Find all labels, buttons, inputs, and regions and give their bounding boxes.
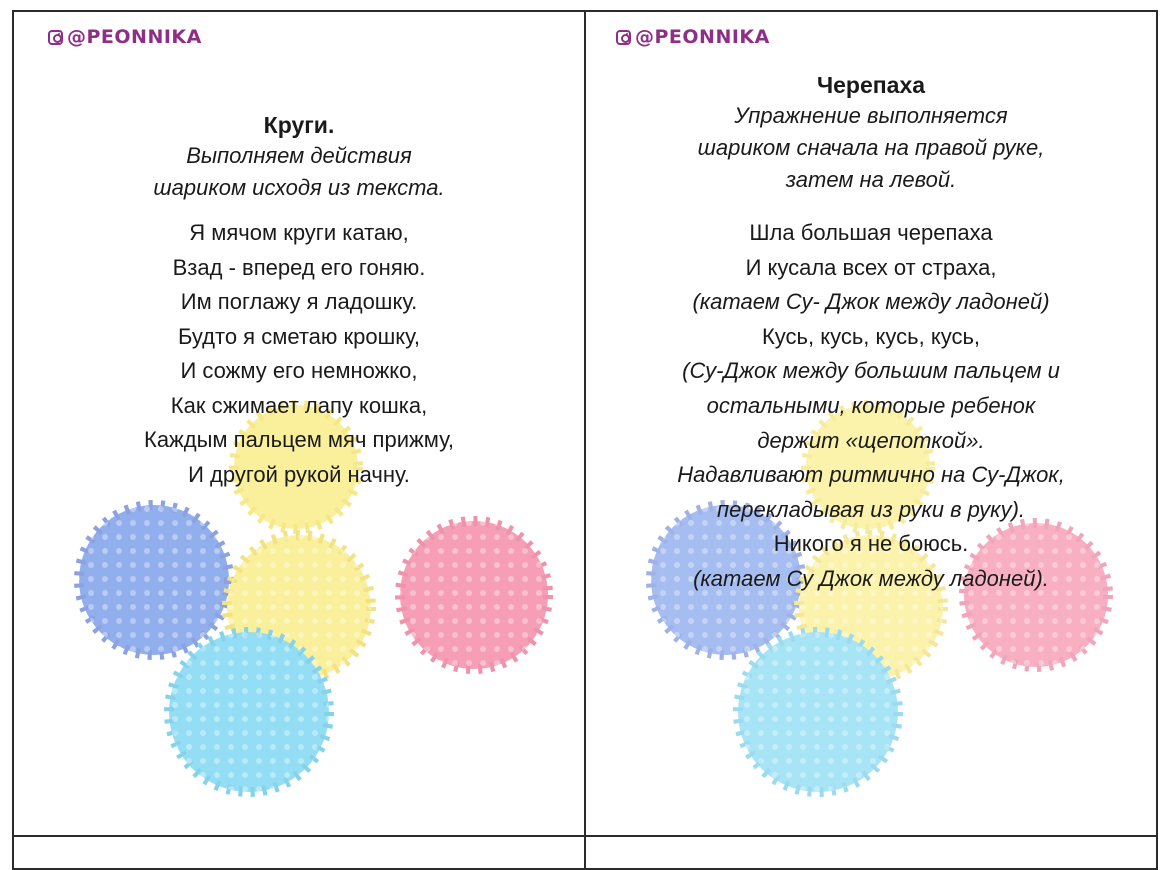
circles-verse-line: И другой рукой начну. (188, 461, 410, 487)
brand-handle-text: @PEONNIKA (635, 26, 770, 48)
turtle-verse-line: Кусь, кусь, кусь, кусь, (761, 323, 981, 349)
bottom-divider (12, 835, 1158, 837)
circles-verse-line: Как сжимает лапу кошка, (170, 392, 428, 418)
brand-handle-text: @PEONNIKA (67, 26, 202, 48)
circles-verse-line: Им поглажу я ладошку. (180, 289, 418, 314)
turtle-verse-instruction: перекладывая из руки в руку). (716, 496, 1026, 522)
turtle-instruction-2: шариком сначала на правой руке, (697, 135, 1045, 160)
brand-handle (48, 26, 202, 48)
turtle-verse (586, 216, 1156, 597)
instagram-icon (616, 30, 631, 45)
turtle-verse-instruction: (катаем Су- Джок между ладоней) (692, 289, 1050, 315)
circles-verse-line: Каждым пальцем мяч прижму, (144, 427, 454, 452)
turtle-title: Черепаха (816, 72, 926, 98)
circles-title: Круги. (263, 112, 335, 138)
turtle-instruction-3: затем на левой. (785, 167, 957, 192)
turtle-verse-instruction: держит «щепоткой». (757, 427, 985, 453)
card-turtle (586, 12, 1156, 835)
turtle-verse-line: Шла большая черепаха (749, 220, 993, 245)
turtle-instruction-1: Упражнение выполняется (734, 103, 1008, 128)
turtle-verse-line: И кусала всех от страха, (745, 254, 997, 280)
circles-verse-line: И сожму его немножко, (180, 358, 418, 383)
circles-verse-line: Я мячом круги катаю, (189, 220, 409, 245)
turtle-text-block (586, 70, 1156, 597)
card-circles (14, 12, 584, 835)
circles-verse-line: Будто я сметаю крошку, (177, 323, 421, 349)
circles-instruction-1: Выполняем действия (186, 143, 412, 168)
turtle-verse-line: Никого я не боюсь. (773, 531, 969, 557)
instagram-icon (48, 30, 63, 45)
turtle-verse-instruction: (Су-Джок между большим пальцем и (682, 358, 1060, 384)
circles-instruction-2: шариком исходя из текста. (153, 175, 445, 200)
circles-verse-line: Взад - вперед его гоняю. (172, 254, 426, 280)
turtle-verse-instruction: (катаем Су Джок между ладоней). (693, 565, 1049, 591)
brand-handle (616, 26, 770, 48)
circles-text-block (14, 110, 584, 492)
turtle-verse-instruction: Надавливают ритмично на Су-Джок, (677, 462, 1065, 488)
turtle-verse-instruction: остальными, которые ребенок (706, 392, 1036, 418)
